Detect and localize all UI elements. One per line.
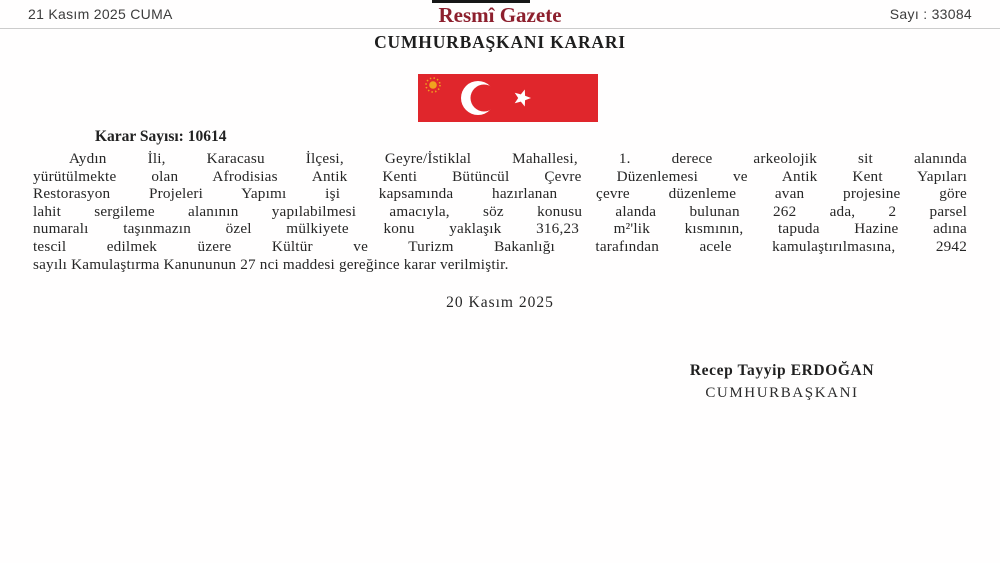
signatory-title: CUMHURBAŞKANI <box>705 385 859 401</box>
header-divider <box>0 28 1000 29</box>
body-line: tescil edilmek üzere Kültür ve Turizm Bakanlığı tarafından acele kamulaştırılmasına, 2942 <box>33 237 967 255</box>
body-line: sayılı Kamulaştırma Kanununun 27 nci maddesi gereğince karar verilmiştir. <box>33 255 509 273</box>
flag-red-field <box>418 74 598 122</box>
turkish-flag <box>418 74 598 122</box>
issue-number: Sayı : 33084 <box>889 6 973 22</box>
issue-date: 21 Kasım 2025 CUMA <box>28 6 173 22</box>
body-line: lahit sergileme alanının yapılabilmesi amacıyla, söz konusu alanda bulunan 262 ada, 2 parsel <box>33 202 967 220</box>
body-line: Aydın İli, Karacasu İlçesi, Geyre/İstiklal Mahallesi, 1. derece arkeolojik sit alanında <box>69 150 967 167</box>
signatory-name: Recep Tayyip ERDOĞAN <box>689 362 875 379</box>
decree-title: CUMHURBAŞKANI KARARI <box>374 32 626 52</box>
body-line: yürütülmekte olan Afrodisias Antik Kenti Bütüncül Çevre Düzenlemesi ve Antik Kent Yapıları <box>33 167 967 185</box>
body-line: numaralı taşınmazın özel mülkiyete konu yaklaşık 316,23 m²'lik kısmının, tapuda Hazine adına <box>33 220 967 238</box>
gazette-title: Resmî Gazete <box>438 2 562 27</box>
decision-date: 20 Kasım 2025 <box>446 294 554 311</box>
decree-body <box>33 150 967 273</box>
signature-block <box>632 362 932 402</box>
decree-number: Karar Sayısı: 10614 <box>95 128 227 145</box>
body-line: Restorasyon Projeleri Yapımı işi kapsamında hazırlanan çevre düzenleme avan projesine göre <box>33 185 967 203</box>
masthead <box>0 0 1000 28</box>
